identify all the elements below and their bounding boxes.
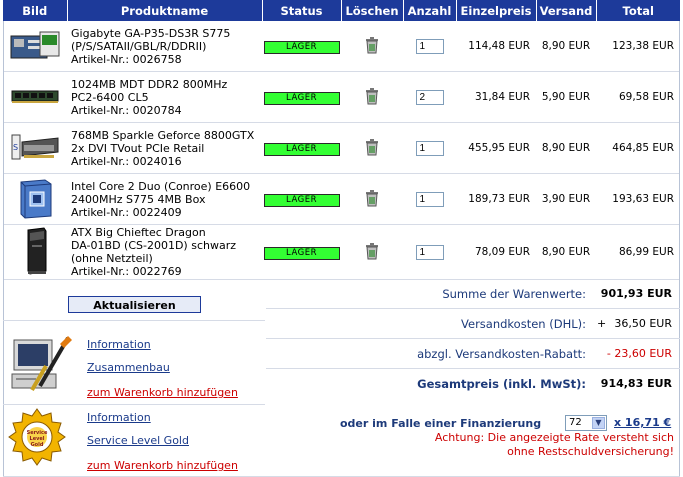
- article-number: Artikel-Nr.: 0026758: [71, 52, 182, 66]
- unit-price: 31,84 EUR: [456, 72, 536, 123]
- quantity-input[interactable]: [416, 141, 444, 156]
- summary-rabatt-label: abzgl. Versandkosten-Rabatt:: [417, 347, 586, 361]
- shipping-price: 3,90 EUR: [536, 174, 596, 225]
- financing-rate-link[interactable]: x 16,71 €: [614, 416, 672, 429]
- unit-price: 78,09 EUR: [456, 225, 536, 280]
- divider: [3, 320, 265, 321]
- divider: [266, 368, 680, 369]
- row-total: 193,63 EUR: [596, 174, 680, 225]
- svg-text:Level: Level: [29, 436, 45, 442]
- summary-versand-value: 36,50 EUR: [614, 317, 672, 330]
- divider: [679, 21, 680, 476]
- product-name-line1[interactable]: Intel Core 2 Duo (Conroe) E6600: [71, 179, 251, 193]
- status-badge: LAGER: [264, 247, 340, 260]
- svg-text:Service: Service: [26, 430, 48, 436]
- col-header-total: Total: [596, 0, 680, 21]
- table-row: [3, 174, 680, 225]
- assembly-tools-icon: [10, 334, 72, 394]
- col-header-anzahl: Anzahl: [403, 0, 456, 21]
- service-assembly-add-link[interactable]: zum Warenkorb hinzufügen: [87, 386, 238, 399]
- financing-warning-line2: ohne Restschuldversicherung!: [507, 445, 674, 458]
- trash-icon[interactable]: [364, 87, 380, 105]
- divider: [266, 338, 680, 339]
- divider: [3, 404, 265, 405]
- row-total: 464,85 EUR: [596, 123, 680, 174]
- summary-warenwert-value: 901,93 EUR: [600, 287, 672, 300]
- trash-icon[interactable]: [364, 36, 380, 54]
- service-assembly-info-link[interactable]: Information: [87, 338, 151, 351]
- col-header-loeschen: Löschen: [341, 0, 403, 21]
- product-name-line2[interactable]: 2x DVI TVout PCIe Retail: [71, 141, 205, 155]
- financing-months-value: 72: [569, 417, 582, 428]
- divider: [3, 21, 4, 476]
- product-name-line2[interactable]: DA-01BD (CS-2001D) schwarz: [71, 239, 236, 252]
- summary-versand-label: Versandkosten (DHL):: [461, 317, 586, 331]
- service-gold-add-link[interactable]: zum Warenkorb hinzufügen: [87, 459, 238, 472]
- unit-price: 455,95 EUR: [456, 123, 536, 174]
- product-name-line1[interactable]: ATX Big Chieftec Dragon: [71, 226, 206, 239]
- row-total: 69,58 EUR: [596, 72, 680, 123]
- service-gold-name-link[interactable]: Service Level Gold: [87, 434, 189, 447]
- service-assembly-name-link[interactable]: Zusammenbau: [87, 361, 170, 374]
- unit-price: 189,73 EUR: [456, 174, 536, 225]
- col-header-versand: Versand: [536, 0, 596, 21]
- graphics-card-icon[interactable]: [10, 132, 60, 162]
- article-number: Artikel-Nr.: 0022409: [71, 205, 182, 219]
- trash-icon[interactable]: [364, 138, 380, 156]
- summary-warenwert-label: Summe der Warenwerte:: [442, 287, 586, 301]
- unit-price: 114,48 EUR: [456, 21, 536, 72]
- product-name-line1[interactable]: Gigabyte GA-P35-DS3R S775: [71, 26, 231, 40]
- svg-text:Gold: Gold: [30, 442, 44, 448]
- svg-text:S: S: [13, 142, 19, 152]
- article-number: Artikel-Nr.: 0020784: [71, 103, 182, 117]
- summary-gesamt-value: 914,83 EUR: [600, 377, 672, 390]
- article-number: Artikel-Nr.: 0024016: [71, 154, 182, 168]
- table-header-row: [3, 0, 680, 21]
- product-name-line3[interactable]: (ohne Netzteil): [71, 252, 153, 265]
- article-number: Artikel-Nr.: 0022769: [71, 265, 182, 278]
- product-name-line1[interactable]: 768MB Sparkle Geforce 8800GTX: [71, 128, 255, 142]
- mainboard-icon[interactable]: [10, 30, 60, 60]
- summary-rabatt-value: - 23,60 EUR: [606, 347, 672, 360]
- trash-icon[interactable]: [364, 242, 380, 260]
- financing-months-select[interactable]: [565, 415, 607, 431]
- product-name-line2[interactable]: PC2-6400 CL5: [71, 90, 149, 104]
- shipping-price: 5,90 EUR: [536, 72, 596, 123]
- table-row: [3, 123, 680, 174]
- row-total: 123,38 EUR: [596, 21, 680, 72]
- col-header-bild: Bild: [3, 0, 67, 21]
- financing-label: oder im Falle einer Finanzierung: [340, 417, 542, 430]
- pc-case-icon[interactable]: [20, 227, 50, 275]
- trash-icon[interactable]: [364, 189, 380, 207]
- cpu-box-icon[interactable]: [15, 176, 55, 220]
- ram-icon[interactable]: [10, 86, 60, 106]
- table-row: [3, 225, 680, 280]
- financing-warning-line1: Achtung: Die angezeigte Rate versteht sich: [434, 431, 674, 444]
- table-row: [3, 72, 680, 123]
- chevron-down-icon[interactable]: ▼: [592, 417, 605, 429]
- status-badge: LAGER: [264, 92, 340, 105]
- product-name-line2[interactable]: 2400MHz S775 4MB Box: [71, 192, 206, 206]
- quantity-input[interactable]: [416, 39, 444, 54]
- shipping-price: 8,90 EUR: [536, 123, 596, 174]
- col-header-status: Status: [262, 0, 341, 21]
- row-total: 86,99 EUR: [596, 225, 680, 280]
- shipping-price: 8,90 EUR: [536, 21, 596, 72]
- status-badge: LAGER: [264, 194, 340, 207]
- summary-gesamt-label: Gesamtpreis (inkl. MwSt):: [417, 377, 586, 391]
- quantity-input[interactable]: [416, 192, 444, 207]
- quantity-input[interactable]: [416, 90, 444, 105]
- quantity-input[interactable]: [416, 245, 444, 260]
- summary-versand-sign: +: [597, 317, 607, 330]
- update-cart-button[interactable]: Aktualisieren: [68, 296, 201, 313]
- status-badge: LAGER: [264, 41, 340, 54]
- divider: [266, 308, 680, 309]
- service-gold-info-link[interactable]: Information: [87, 411, 151, 424]
- cart-table: [3, 0, 680, 280]
- col-header-produktname: Produktname: [67, 0, 262, 21]
- table-row: [3, 21, 680, 72]
- service-level-gold-badge-icon: [7, 407, 67, 467]
- financing-warning: [380, 431, 674, 459]
- status-badge: LAGER: [264, 143, 340, 156]
- product-name-line2[interactable]: (P/S/SATAII/GBL/R/DDRII): [71, 39, 207, 53]
- product-name-line1[interactable]: 1024MB MDT DDR2 800MHz: [71, 77, 228, 91]
- shipping-price: 8,90 EUR: [536, 225, 596, 280]
- col-header-einzelpreis: Einzelpreis: [456, 0, 536, 21]
